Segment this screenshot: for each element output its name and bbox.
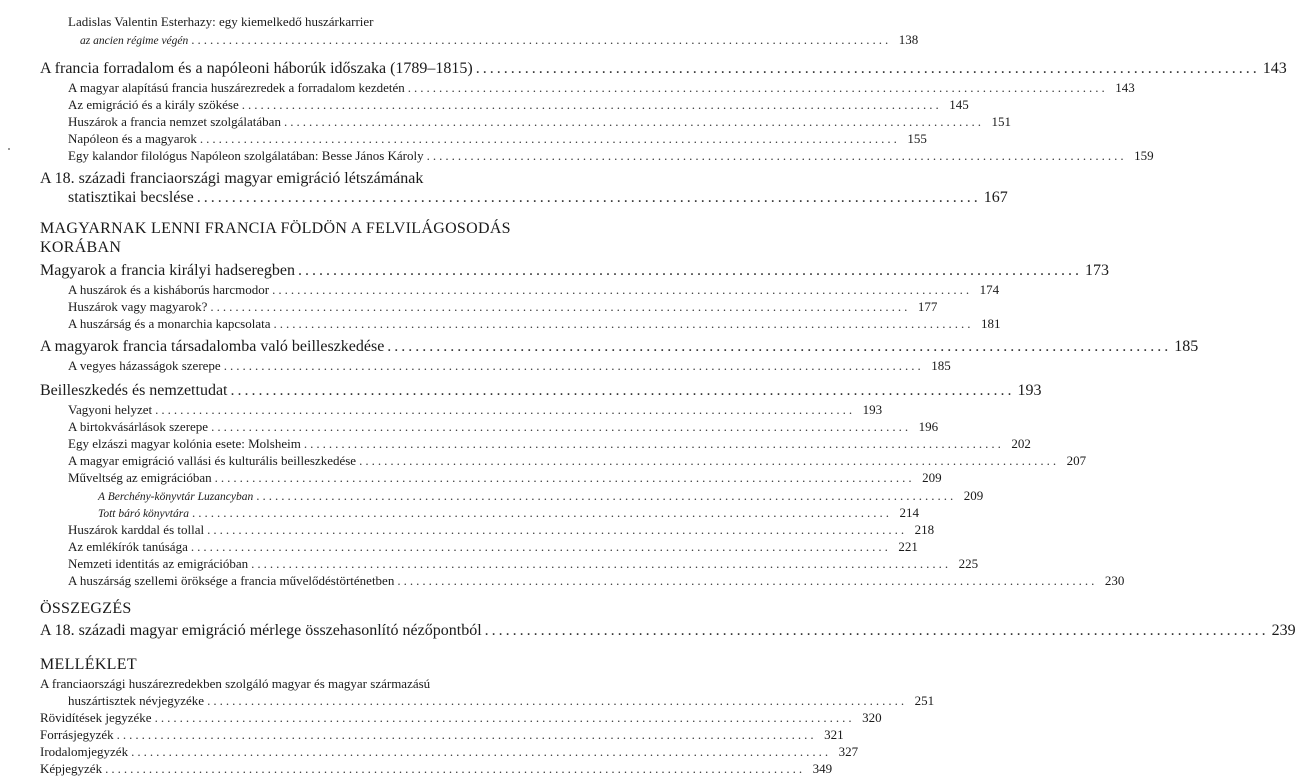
toc-entry-label: A Berchény-könyvtár Luzancyban — [98, 491, 254, 503]
dot-leader: ................................................................................................................ — [211, 419, 912, 434]
toc-entry — [80, 32, 919, 48]
dot-leader: ................................................................................................................ — [256, 488, 957, 503]
toc-page-number: 193 — [862, 402, 883, 417]
toc-page-number: 251 — [914, 693, 935, 708]
dot-leader: ................................................................................................................ — [199, 131, 900, 146]
toc-entry-label: A magyar alapítású francia huszárezredek a forradalom kezdetén — [68, 80, 405, 95]
toc-page-number: 207 — [1066, 453, 1087, 468]
toc-page-number: 239 — [1271, 622, 1296, 639]
toc-entry — [40, 744, 859, 760]
dot-leader: ................................................................................................................ — [154, 710, 855, 725]
dot-leader: ................................................................................................................ — [223, 358, 924, 373]
toc-entry — [68, 539, 918, 555]
toc-entry — [68, 148, 1154, 164]
stray-mark — [8, 148, 10, 150]
toc-entry-label: Egy kalandor filológus Napóleon szolgálatában: Besse János Károly — [68, 148, 424, 163]
toc-entry — [68, 131, 927, 147]
dot-leader: ................................................................................................................ — [272, 282, 973, 297]
toc-page-number: 177 — [917, 299, 938, 314]
toc-entry — [68, 97, 969, 113]
toc-page-number: 209 — [963, 488, 984, 503]
dot-leader: ................................................................................................................ — [191, 32, 892, 47]
toc-entry-label: A birtokvásárlások szerepe — [68, 419, 209, 434]
dot-leader: ................................................................................................................ — [298, 262, 1082, 279]
toc-entry — [68, 556, 979, 572]
toc-entry — [68, 573, 1125, 589]
toc-entry-label: Napóleon és a magyarok — [68, 131, 197, 146]
dot-leader: ................................................................................................................ — [214, 470, 915, 485]
toc-entry-label: Rövidítések jegyzéke — [40, 710, 152, 725]
toc-chapter-entry — [40, 622, 1296, 640]
toc-entry — [68, 522, 935, 538]
toc-entry — [68, 114, 1011, 130]
toc-entry-label: Az emlékírók tanúsága — [68, 539, 188, 554]
toc-chapter-entry — [40, 262, 1109, 280]
toc-page-number: 327 — [838, 744, 859, 759]
toc-entry-label: Egy elzászi magyar kolónia esete: Molsheim — [68, 436, 301, 451]
dot-leader: ................................................................................................................ — [207, 522, 908, 537]
toc-entry — [68, 282, 1000, 298]
dot-leader: ................................................................................................................ — [116, 727, 817, 742]
toc-chapter-entry — [40, 60, 1287, 78]
toc-page-number: 196 — [918, 419, 939, 434]
toc-page-number: 159 — [1134, 148, 1154, 163]
toc-entry-label: Az emigráció és a király szökése — [68, 97, 239, 112]
toc-entry-label: A franciaországi huszárezredekben szolgáló magyar és magyar származású — [40, 676, 431, 691]
toc-entry-label: Vagyoni helyzet — [68, 402, 153, 417]
part-heading: KORÁBAN — [40, 239, 122, 256]
toc-page-number: 138 — [898, 32, 919, 47]
dot-leader: ................................................................................................................ — [196, 189, 981, 206]
toc-chapter-entry — [40, 382, 1042, 400]
dot-leader: ................................................................................................................ — [191, 505, 892, 520]
part-heading: MAGYARNAK LENNI FRANCIA FÖLDÖN A FELVILÁGOSODÁS — [40, 220, 511, 237]
toc-entry-label: A huszárság és a monarchia kapcsolata — [68, 316, 271, 331]
toc-page-number: 174 — [979, 282, 1000, 297]
toc-entry — [68, 299, 938, 315]
toc-entry — [68, 693, 935, 709]
toc-entry-label: huszártisztek névjegyzéke — [68, 693, 205, 708]
toc-page-number: 143 — [1262, 60, 1287, 77]
dot-leader: ................................................................................................................ — [397, 573, 1098, 588]
toc-entry-label: A vegyes házasságok szerepe — [68, 358, 221, 373]
toc-chapter-title: A magyarok francia társadalomba való beilleszkedése — [40, 338, 385, 355]
toc-entry-label: Huszárok karddal és tollal — [68, 522, 205, 537]
toc-page-number: 145 — [949, 97, 969, 112]
toc-entry-label: Huszárok vagy magyarok? — [68, 299, 208, 314]
toc-page-number: 151 — [991, 114, 1011, 129]
toc-entry-label: Ladislas Valentin Esterhazy: egy kiemelkedő huszárkarrier — [68, 14, 374, 29]
toc-chapter-title: A 18. századi magyar emigráció mérlege összehasonlító nézőpontból — [40, 622, 482, 639]
toc-entry-label: Forrásjegyzék — [40, 727, 114, 742]
dot-leader: ................................................................................................................ — [303, 436, 1004, 451]
dot-leader: ................................................................................................................ — [251, 556, 952, 571]
toc-entry — [68, 453, 1087, 469]
toc-page-number: 225 — [958, 556, 979, 571]
toc-entry-label: Nemzeti identitás az emigrációban — [68, 556, 249, 571]
dot-leader: ................................................................................................................ — [475, 60, 1260, 77]
dot-leader: ................................................................................................................ — [484, 622, 1269, 639]
toc-chapter-title: Beilleszkedés és nemzettudat — [40, 382, 228, 399]
toc-entry-label: Irodalomjegyzék — [40, 744, 129, 759]
section-heading: MELLÉKLET — [40, 656, 137, 673]
toc-entry — [68, 80, 1135, 96]
dot-leader: ................................................................................................................ — [426, 148, 1127, 163]
dot-leader: ................................................................................................................ — [131, 744, 832, 759]
toc-entry — [68, 436, 1031, 452]
toc-page-number: 167 — [983, 189, 1008, 206]
dot-leader: ................................................................................................................ — [190, 539, 891, 554]
toc-page-number: 155 — [907, 131, 927, 146]
dot-leader: ................................................................................................................ — [210, 299, 911, 314]
toc-page-number: 193 — [1017, 382, 1042, 399]
toc-entry — [68, 402, 883, 418]
dot-leader: ................................................................................................................ — [387, 338, 1172, 355]
toc-page-number: 221 — [898, 539, 918, 554]
toc-entry-label: Tott báró könyvtára — [98, 508, 189, 520]
dot-leader: ................................................................................................................ — [230, 382, 1015, 399]
dot-leader: ................................................................................................................ — [283, 114, 984, 129]
toc-chapter-entry — [68, 189, 1008, 207]
toc-entry-label: A magyar emigráció vallási és kulturális beilleszkedése — [68, 453, 357, 468]
toc-entry — [68, 316, 1001, 332]
toc-page-number: 214 — [899, 505, 919, 520]
dot-leader: ................................................................................................................ — [155, 402, 856, 417]
toc-entry-label: A huszárok és a kisháborús harcmodor — [68, 282, 270, 297]
toc-page-number: 320 — [862, 710, 882, 725]
toc-subentry — [98, 488, 984, 504]
section-heading: ÖSSZEGZÉS — [40, 600, 132, 617]
toc-entry — [40, 761, 833, 777]
toc-entry — [68, 419, 939, 435]
toc-page-number: 349 — [812, 761, 833, 776]
toc-page-number: 173 — [1085, 262, 1109, 279]
toc-entry-label: Műveltség az emigrációban — [68, 470, 212, 485]
toc-chapter-title: A 18. századi franciaországi magyar emigráció létszámának — [40, 170, 424, 187]
toc-entry — [40, 727, 844, 743]
dot-leader: ................................................................................................................ — [407, 80, 1108, 95]
toc-chapter-entry — [40, 338, 1199, 356]
toc-page-number: 185 — [1174, 338, 1199, 355]
toc-entry-label: Képjegyzék — [40, 761, 103, 776]
toc-entry-label: A huszárság szellemi öröksége a francia művelődéstörténetben — [68, 573, 395, 588]
toc-page-number: 143 — [1115, 80, 1135, 95]
dot-leader: ................................................................................................................ — [105, 761, 806, 776]
toc-chapter-title: A francia forradalom és a napóleoni háborúk időszaka (1789–1815) — [40, 60, 473, 77]
toc-page-number: 218 — [914, 522, 935, 537]
dot-leader: ................................................................................................................ — [207, 693, 908, 708]
toc-page-number: 209 — [922, 470, 942, 485]
toc-subentry — [98, 505, 919, 521]
toc-entry — [68, 358, 951, 374]
toc-chapter-title: Magyarok a francia királyi hadseregben — [40, 262, 295, 279]
toc-chapter-title: statisztikai becslése — [68, 189, 194, 206]
dot-leader: ................................................................................................................ — [241, 97, 942, 112]
dot-leader: ................................................................................................................ — [273, 316, 974, 331]
toc-page-number: 321 — [824, 727, 844, 742]
toc-page-number: 181 — [981, 316, 1001, 331]
toc-page-number: 185 — [931, 358, 951, 373]
toc-entry — [68, 470, 942, 486]
toc-page-number: 230 — [1104, 573, 1125, 588]
toc-entry-label: az ancien régime végén — [80, 35, 189, 47]
dot-leader: ................................................................................................................ — [359, 453, 1060, 468]
toc-entry-label: Huszárok a francia nemzet szolgálatában — [68, 114, 281, 129]
toc-page-number: 202 — [1011, 436, 1031, 451]
toc-entry — [40, 710, 882, 726]
